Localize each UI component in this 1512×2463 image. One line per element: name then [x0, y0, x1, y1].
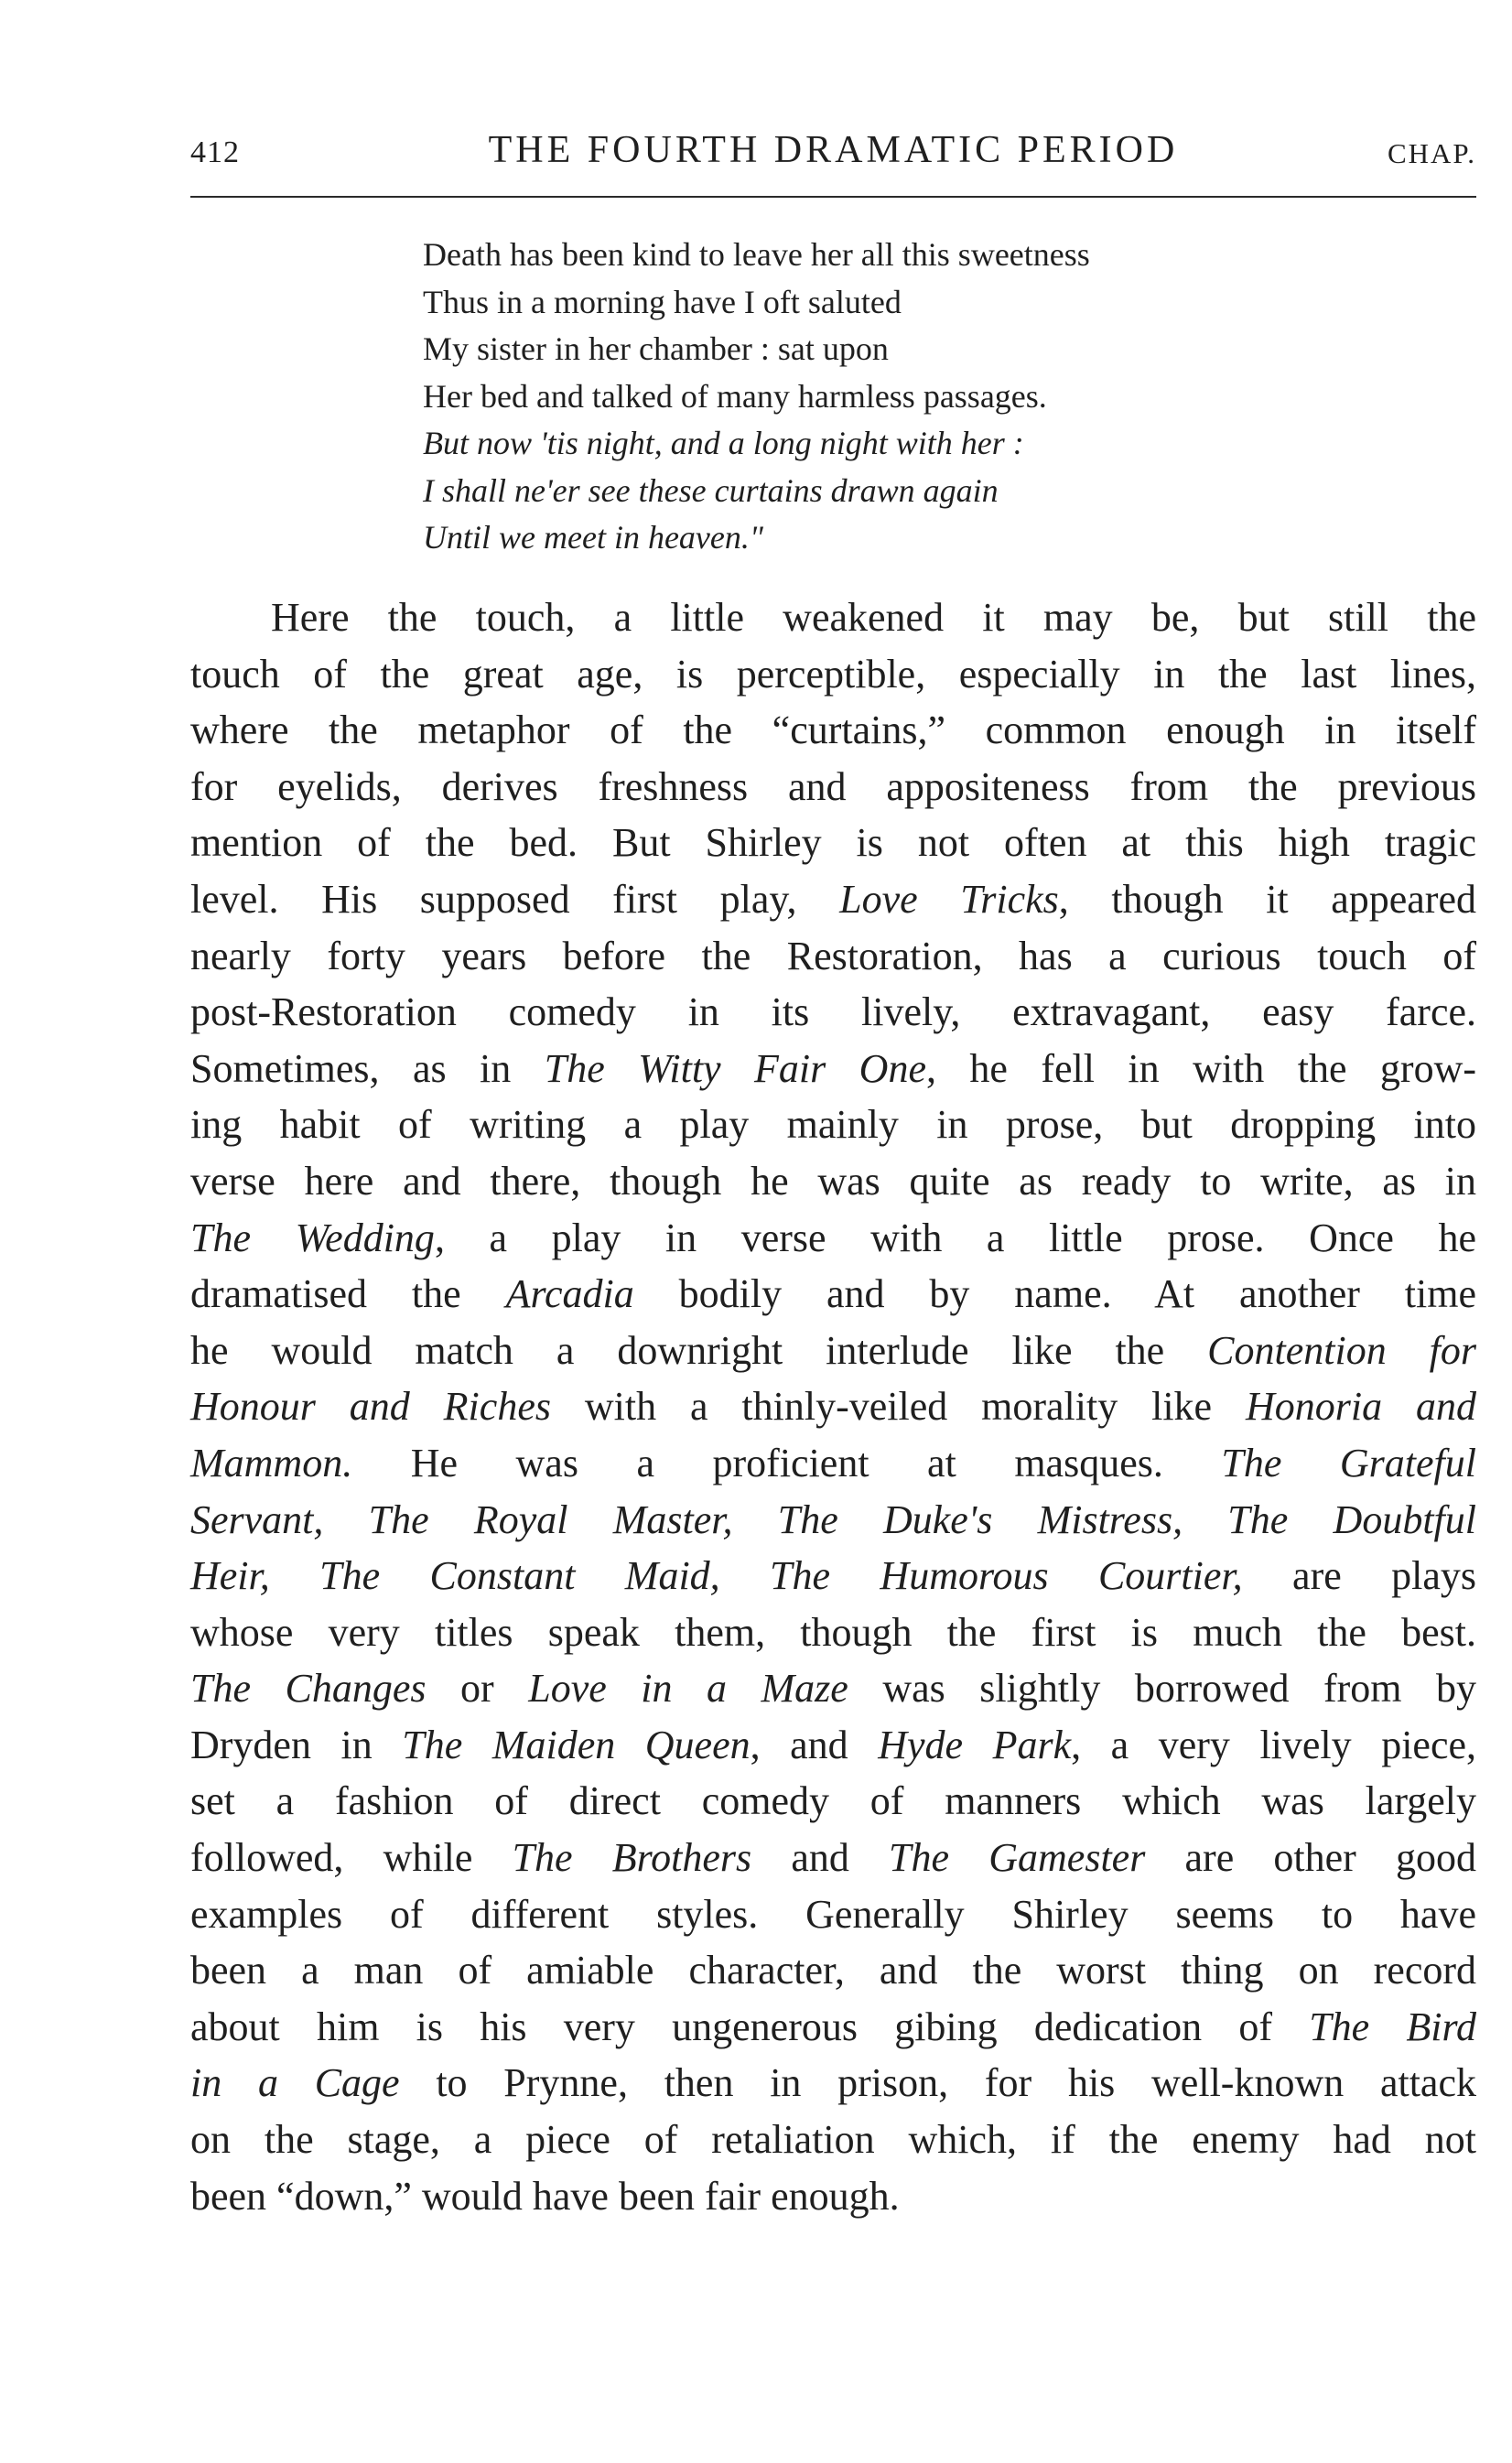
running-title: THE FOURTH DRAMATIC PERIOD — [488, 129, 1179, 171]
play-title: Love in a Maze — [528, 1666, 848, 1712]
play-title: in a Cage — [190, 2060, 400, 2106]
paragraph-line — [190, 1266, 1476, 1323]
play-title: The Changes — [190, 1666, 427, 1712]
paragraph-line — [190, 871, 1476, 928]
text-run: about him is his very ungenerous gibing dedication of — [190, 2004, 1272, 2049]
paragraph-line — [190, 1435, 1476, 1492]
text-run: , a very lively piece, — [1071, 1722, 1477, 1767]
play-title: Hyde Park — [878, 1722, 1072, 1767]
play-title: The Grateful — [1221, 1440, 1476, 1485]
play-title: Honour and Riches — [190, 1384, 551, 1430]
paragraph-line: whose very titles speak them, though the first is much the best. — [190, 1609, 1476, 1655]
paragraph-line: mention of the bed. But Shirley is not often at this high tragic — [190, 820, 1476, 866]
text-run: bodily and by name. At another time — [633, 1271, 1477, 1317]
paragraph-line — [190, 1830, 1476, 1886]
paragraph-line: post-Restoration comedy in its lively, extravagant, easy farce. — [190, 989, 1476, 1035]
text-run: to Prynne, then in prison, for his well-known attack — [399, 2060, 1476, 2106]
play-title: The Brothers — [512, 1835, 752, 1881]
play-title: Love Tricks — [839, 876, 1059, 922]
play-title: Contention for — [1207, 1327, 1477, 1373]
paragraph-line — [190, 1210, 1476, 1267]
play-title: The Bird — [1309, 2004, 1477, 2049]
paragraph-line — [190, 1660, 1476, 1717]
paragraph-line: for eyelids, derives freshness and appositeness from the previous — [190, 763, 1476, 809]
text-run: , he fell in with the grow- — [925, 1045, 1476, 1091]
page-number: 412 — [190, 135, 240, 169]
paragraph-line: nearly forty years before the Restoration, has a curious touch of — [190, 933, 1476, 978]
text-run: , a play in verse with a little prose. Once he — [434, 1215, 1476, 1260]
play-title: Arcadia — [505, 1271, 634, 1317]
play-title: The Wedding — [190, 1215, 435, 1260]
text-run: , though it appeared — [1058, 876, 1476, 922]
text-run: dramatised the — [190, 1271, 461, 1317]
play-title: Mammon. — [190, 1440, 353, 1485]
running-header — [190, 128, 1476, 183]
text-run: are plays — [1242, 1553, 1477, 1599]
paragraph-line — [190, 1999, 1476, 2056]
paragraph-line — [190, 1492, 1476, 1549]
verse-line: I shall ne'er see these curtains drawn again — [423, 471, 999, 509]
paragraph-line — [190, 1378, 1476, 1435]
paragraph-line: where the metaphor of the “curtains,” common enough in itself — [190, 708, 1476, 753]
text-run: was slightly borrowed from by — [848, 1666, 1477, 1712]
chapter-label: CHAP. — [1387, 137, 1476, 169]
play-title: Servant, The Royal Master, The Duke's Mistress, The Doubtful — [190, 1496, 1476, 1542]
verse-line: Until we meet in heaven." — [423, 519, 764, 556]
header-rule — [190, 196, 1476, 198]
play-title: Heir, The Constant Maid, The Humorous Courtier, — [190, 1553, 1243, 1599]
paragraph-line: set a fashion of direct comedy of manners which was largely — [190, 1778, 1476, 1824]
text-run: or — [426, 1666, 529, 1712]
text-run: and — [751, 1835, 890, 1881]
play-title: Honoria and — [1245, 1384, 1476, 1430]
paragraph-line: on the stage, a piece of retaliation which, if the enemy had not — [190, 2117, 1476, 2163]
paragraph-line: verse here and there, though he was quite as ready to write, as in — [190, 1158, 1476, 1204]
text-run: followed, while — [190, 1835, 473, 1881]
verse-line: But now 'tis night, and a long night with her : — [423, 425, 1024, 461]
paragraph-line — [190, 1717, 1476, 1774]
paragraph-line: been “down,” would have been fair enough. — [190, 2173, 900, 2219]
paragraph-line — [190, 2055, 1476, 2112]
play-title: The Witty Fair One — [544, 1045, 926, 1091]
paragraph-line: examples of different styles. Generally Shirley seems to have — [190, 1891, 1476, 1937]
text-run: Dryden in — [190, 1722, 373, 1767]
paragraph-line — [190, 1323, 1476, 1379]
verse-line: My sister in her chamber : sat upon — [423, 330, 889, 367]
text-run: are other good — [1145, 1835, 1477, 1881]
verse-line: Her bed and talked of many harmless passages. — [423, 377, 1047, 415]
paragraph-line — [190, 1548, 1476, 1604]
paragraph-line: been a man of amiable character, and the worst thing on record — [190, 1948, 1476, 1993]
paragraph-line: touch of the great age, is perceptible, especially in the last lines, — [190, 651, 1476, 697]
verse-line: Death has been kind to leave her all this sweetness — [423, 236, 1090, 273]
text-run: with a thinly-veiled morality like — [550, 1384, 1213, 1430]
body-paragraph — [190, 589, 1476, 2224]
verse-quotation — [423, 232, 1338, 562]
text-run: he would match a downright interlude like the — [190, 1327, 1165, 1373]
text-run: level. His supposed first play, — [190, 876, 797, 922]
text-run: Sometimes, as in — [190, 1045, 512, 1091]
play-title: The Maiden Queen — [402, 1722, 751, 1767]
text-run: , and — [750, 1722, 879, 1767]
paragraph-line — [190, 1041, 1476, 1097]
paragraph-line: ing habit of writing a play mainly in prose, but dropping into — [190, 1102, 1476, 1148]
verse-line: Thus in a morning have I oft saluted — [423, 283, 902, 320]
play-title: The Gamester — [889, 1835, 1146, 1881]
paragraph-line: Here the touch, a little weakened it may be, but still the — [271, 595, 1476, 640]
text-run: He was a proficient at masques. — [352, 1440, 1163, 1485]
